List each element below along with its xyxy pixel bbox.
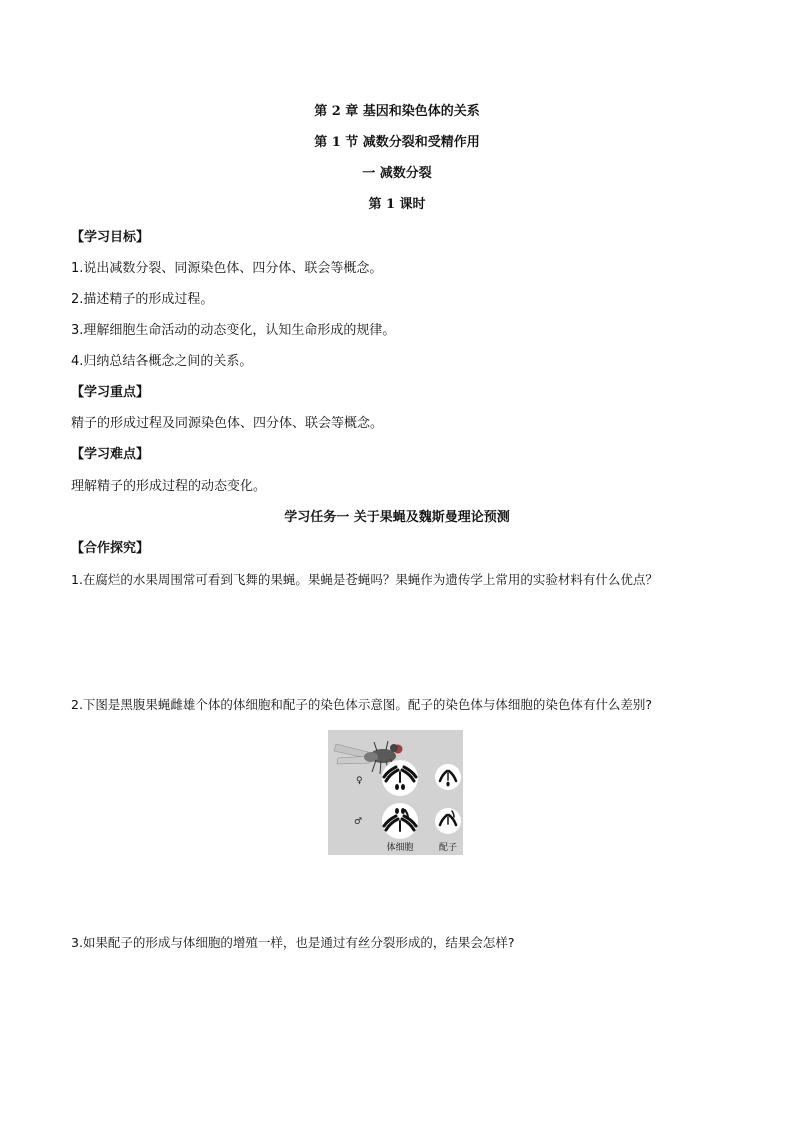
label-gamete: 配子 — [438, 843, 458, 853]
explore-heading: 【合作探究】 — [71, 541, 150, 556]
difficulty-text: 理解精子的形成过程的动态变化。 — [71, 479, 267, 494]
focus-text: 精子的形成过程及同源染色体、四分体、联会等概念。 — [71, 416, 384, 431]
task-title: 学习任务一 关于果蝇及魏斯曼理论预测 — [284, 510, 510, 525]
female-symbol: ♀ — [356, 776, 363, 786]
objective-item: 1.说出减数分裂、同源染色体、四分体、联会等概念。 — [71, 261, 383, 276]
lesson-title: 第 1 课时 — [368, 197, 426, 212]
difficulty-heading: 【学习难点】 — [71, 447, 150, 462]
question-3: 3.如果配子的形成与体细胞的增殖一样，也是通过有丝分裂形成的，结果会怎样? — [71, 935, 515, 950]
label-somatic: 体细胞 — [386, 843, 414, 853]
section-title: 第 1 节 减数分裂和受精作用 — [314, 135, 480, 150]
question-2: 2.下图是黑腹果蝇雌雄个体的体细胞和配子的染色体示意图。配子的染色体与体细胞的染色体有什么差别? — [71, 697, 653, 712]
male-symbol: ♂ — [354, 817, 363, 827]
chapter-title: 第 2 章 基因和染色体的关系 — [314, 104, 480, 119]
objective-item: 4.归纳总结各概念之间的关系。 — [71, 354, 253, 369]
chromosome-figure — [328, 730, 463, 855]
objective-item: 3.理解细胞生命活动的动态变化，认知生命形成的规律。 — [71, 323, 396, 338]
focus-heading: 【学习重点】 — [71, 385, 150, 400]
question-1: 1.在腐烂的水果周围常可看到飞舞的果蝇。果蝇是苍蝇吗？果蝇作为遗传学上常用的实验材料有什么优点？ — [71, 572, 658, 587]
part-title: 一 减数分裂 — [362, 166, 432, 181]
objectives-heading: 【学习目标】 — [71, 230, 150, 245]
chromosome-diagram — [328, 730, 463, 855]
objective-item: 2.描述精子的形成过程。 — [71, 292, 214, 307]
